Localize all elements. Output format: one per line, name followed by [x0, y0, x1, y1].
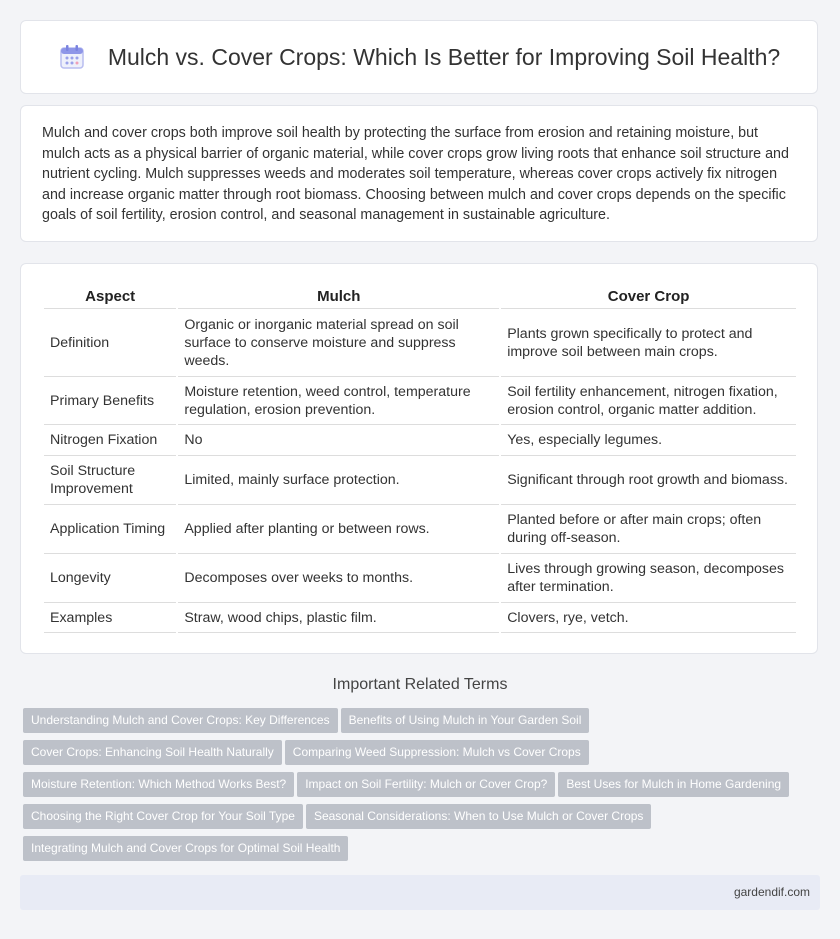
row-mulch: Organic or inorganic material spread on soil surface to conserve moisture and suppress weeds. — [178, 309, 499, 377]
related-term-link[interactable]: Comparing Weed Suppression: Mulch vs Cover Crops — [285, 740, 589, 765]
table-row — [44, 309, 796, 377]
row-mulch: Limited, mainly surface protection. — [178, 456, 499, 505]
row-cover-crop: Yes, especially legumes. — [501, 425, 796, 456]
row-aspect: Definition — [44, 309, 176, 377]
header-mulch: Mulch — [178, 284, 499, 309]
related-term-link[interactable]: Cover Crops: Enhancing Soil Health Naturally — [23, 740, 282, 765]
row-aspect: Primary Benefits — [44, 377, 176, 425]
table-header-row — [44, 284, 796, 309]
related-term-link[interactable]: Understanding Mulch and Cover Crops: Key Differences — [23, 708, 338, 733]
footer — [20, 875, 820, 910]
related-term-link[interactable]: Best Uses for Mulch in Home Gardening — [558, 772, 789, 797]
table-row — [44, 554, 796, 603]
footer-site-link[interactable]: gardendif.com — [733, 885, 810, 899]
row-mulch: Decomposes over weeks to months. — [178, 554, 499, 603]
row-cover-crop: Clovers, rye, vetch. — [501, 603, 796, 633]
comparison-table — [42, 284, 798, 633]
calendar-icon — [58, 43, 86, 71]
row-cover-crop: Lives through growing season, decomposes after termination. — [501, 554, 796, 603]
table-row — [44, 377, 796, 425]
row-aspect: Longevity — [44, 554, 176, 603]
related-term-link[interactable]: Choosing the Right Cover Crop for Your Soil Type — [23, 804, 303, 829]
comparison-table-card — [20, 263, 818, 654]
row-mulch: Applied after planting or between rows. — [178, 505, 499, 554]
page-title: Mulch vs. Cover Crops: Which Is Better for Improving Soil Health? — [107, 43, 781, 70]
row-cover-crop: Plants grown specifically to protect and improve soil between main crops. — [501, 309, 796, 377]
related-terms-title: Important Related Terms — [332, 676, 508, 693]
row-cover-crop: Planted before or after main crops; often during off-season. — [501, 505, 796, 554]
table-row — [44, 505, 796, 554]
related-terms-list — [23, 708, 803, 868]
table-row — [44, 603, 796, 633]
row-aspect: Application Timing — [44, 505, 176, 554]
row-aspect: Nitrogen Fixation — [44, 425, 176, 456]
row-cover-crop: Soil fertility enhancement, nitrogen fixation, erosion control, organic matter addition. — [501, 377, 796, 425]
related-term-link[interactable]: Moisture Retention: Which Method Works Best? — [23, 772, 294, 797]
title-card — [20, 20, 818, 94]
row-mulch: Moisture retention, weed control, temperature regulation, erosion prevention. — [178, 377, 499, 425]
intro-text: Mulch and cover crops both improve soil health by protecting the surface from erosion and retaining moisture, but mulch acts as a physical barrier of organic material, while cover crops grow living roots that enhance soil structure and nutrient cycling. Mulch suppresses weeds and moderates soil temperature, whereas cover crops actively fix nitrogen and increase organic matter through root biomass. Choosing between mulch and cover crops depends on the specific goals of soil fertility, erosion control, and seasonal management in sustainable agriculture. — [42, 125, 789, 223]
header-aspect: Aspect — [44, 284, 176, 309]
related-term-link[interactable]: Seasonal Considerations: When to Use Mulch or Cover Crops — [306, 804, 651, 829]
row-aspect: Soil Structure Improvement — [44, 456, 176, 505]
row-mulch: No — [178, 425, 499, 456]
related-term-link[interactable]: Benefits of Using Mulch in Your Garden Soil — [341, 708, 590, 733]
row-mulch: Straw, wood chips, plastic film. — [178, 603, 499, 633]
related-term-link[interactable]: Impact on Soil Fertility: Mulch or Cover Crop? — [297, 772, 555, 797]
intro-card — [20, 105, 818, 242]
table-row — [44, 456, 796, 505]
row-aspect: Examples — [44, 603, 176, 633]
related-term-link[interactable]: Integrating Mulch and Cover Crops for Optimal Soil Health — [23, 836, 348, 861]
row-cover-crop: Significant through root growth and biomass. — [501, 456, 796, 505]
header-cover-crop: Cover Crop — [501, 284, 796, 309]
table-row — [44, 425, 796, 456]
